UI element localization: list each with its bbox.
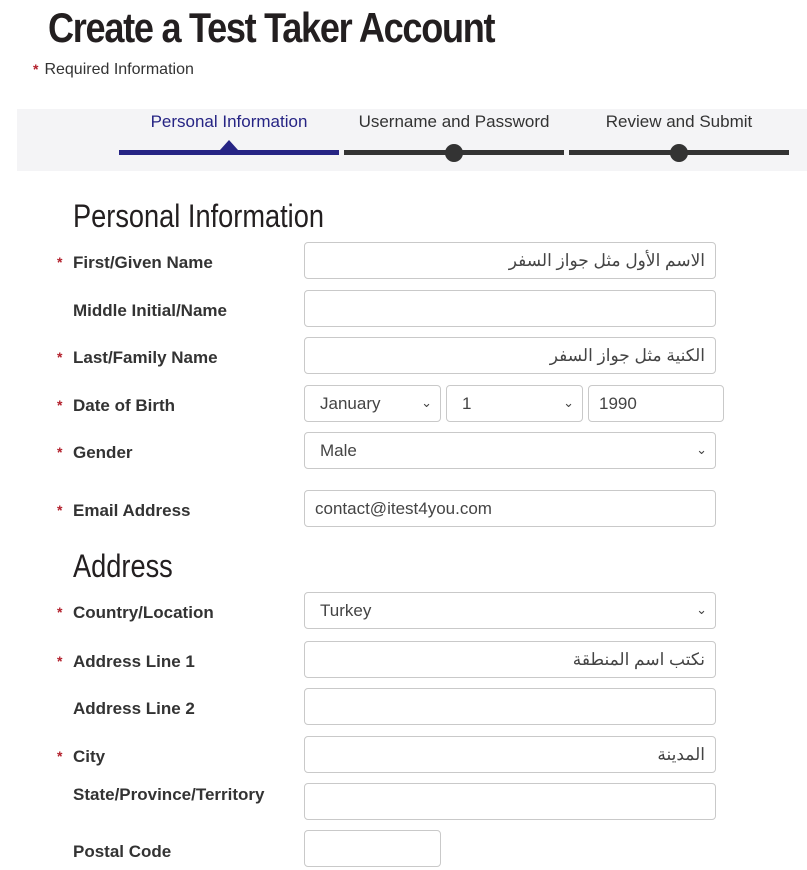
- birth-month-select[interactable]: January ⌄: [304, 385, 441, 422]
- active-step-indicator-icon: [220, 140, 238, 150]
- step-dot-icon: [670, 144, 688, 162]
- city-input[interactable]: المدينة: [304, 736, 716, 773]
- step-label: Username and Password: [358, 112, 550, 131]
- step-personal-information[interactable]: [119, 109, 339, 159]
- first-name-input[interactable]: الاسم الأول مثل جواز السفر: [304, 242, 716, 279]
- step-label: Personal Information: [150, 112, 308, 131]
- required-asterisk: *: [57, 444, 63, 460]
- step-dot-icon: [445, 144, 463, 162]
- required-asterisk: *: [57, 254, 63, 270]
- chevron-down-icon: ⌄: [696, 602, 707, 617]
- middle-name-input[interactable]: [304, 290, 716, 327]
- required-asterisk: *: [57, 397, 63, 413]
- step-label: Review and Submit: [605, 112, 753, 131]
- step-bar: [119, 150, 339, 155]
- section-heading-address: Address: [73, 548, 173, 584]
- step-review-and-submit[interactable]: [569, 109, 789, 159]
- section-heading-personal: Personal Information: [73, 198, 324, 234]
- required-asterisk: *: [57, 349, 63, 365]
- required-note-text: Required Information: [44, 61, 194, 78]
- postal-code-input[interactable]: [304, 830, 441, 867]
- required-asterisk: *: [57, 604, 63, 620]
- address-line-2-input[interactable]: [304, 688, 716, 725]
- country-select[interactable]: Turkey ⌄: [304, 592, 716, 629]
- chevron-down-icon: ⌄: [696, 442, 707, 457]
- gender-select[interactable]: Male ⌄: [304, 432, 716, 469]
- address-line-1-input[interactable]: نكتب اسم المنطقة: [304, 641, 716, 678]
- last-name-input[interactable]: الكنية مثل جواز السفر: [304, 337, 716, 374]
- chevron-down-icon: ⌄: [421, 395, 432, 410]
- required-asterisk: *: [33, 61, 39, 77]
- state-input[interactable]: [304, 783, 716, 820]
- required-asterisk: *: [57, 502, 63, 518]
- email-input[interactable]: contact@itest4you.com: [304, 490, 716, 527]
- birth-day-select[interactable]: 1 ⌄: [446, 385, 583, 422]
- progress-stepper: [17, 109, 807, 171]
- required-asterisk: *: [57, 748, 63, 764]
- chevron-down-icon: ⌄: [563, 395, 574, 410]
- step-username-and-password[interactable]: [344, 109, 564, 159]
- required-note: [33, 61, 194, 79]
- birth-year-input[interactable]: 1990: [588, 385, 724, 422]
- required-asterisk: *: [57, 653, 63, 669]
- page-title: Create a Test Taker Account: [48, 4, 495, 51]
